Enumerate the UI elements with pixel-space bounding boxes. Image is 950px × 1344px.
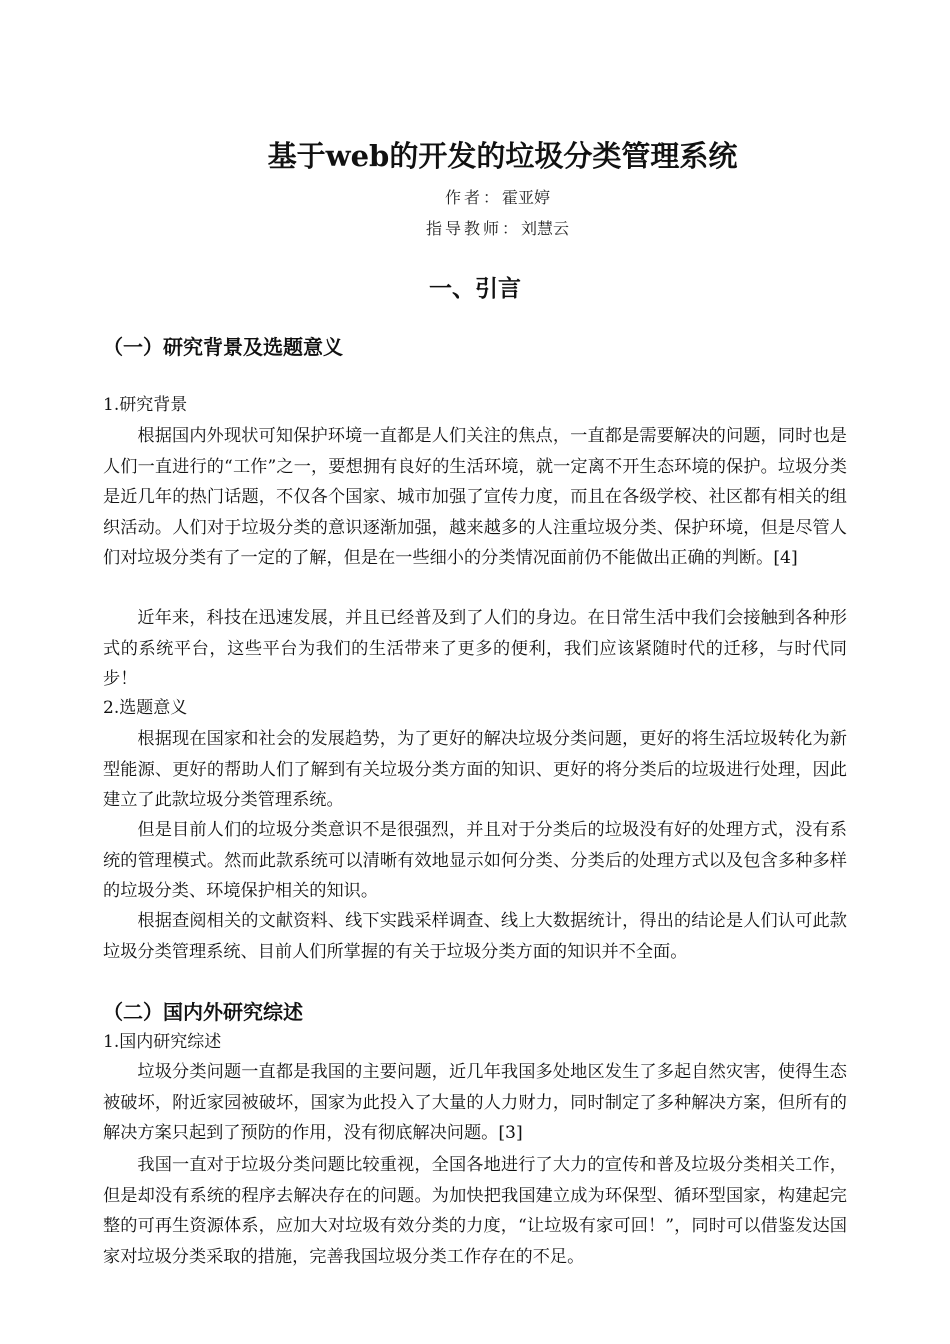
advisor-label: 指导教师： <box>425 219 521 238</box>
item-label-research-background: 1.研究背景 <box>103 395 188 415</box>
paragraph: 垃圾分类问题一直都是我国的主要问题，近几年我国多处地区发生了多起自然灾害，使得生态被破坏，附近家园被破坏，国家为此投入了大量的人力财力，同时制定了多种解决方案，但所有的解决方案只起到了预防的作用，没有彻底解决问题。[3] <box>103 1062 847 1143</box>
paragraph: 但是目前人们的垃圾分类意识不是很强烈，并且对于分类后的垃圾没有好的处理方式，没有系统的管理模式。然而此款系统可以清晰有效地显示如何分类、分类后的处理方式以及包含多种多样的垃圾分类、环境保护相关的知识。 <box>103 820 847 901</box>
advisor-line <box>0 218 950 240</box>
author-line <box>0 187 950 209</box>
paragraph: 根据查阅相关的文献资料、线下实践采样调查、线上大数据统计，得出的结论是人们认可此款垃圾分类管理系统、目前人们所掌握的有关于垃圾分类方面的知识并不全面。 <box>103 911 847 962</box>
paragraph: 根据现在国家和社会的发展趋势，为了更好的解决垃圾分类问题，更好的将生活垃圾转化为新型能源、更好的帮助人们了解到有关垃圾分类方面的知识、更好的将分类后的垃圾进行处理，因此建立了此款垃圾分类管理系统。 <box>103 729 847 810</box>
subsection-heading-background: （一）研究背景及选题意义 <box>103 335 343 359</box>
paragraph: 近年来，科技在迅速发展，并且已经普及到了人们的身边。在日常生活中我们会接触到各种形式的系统平台，这些平台为我们的生活带来了更多的便利，我们应该紧随时代的迁移，与时代同步！ <box>103 608 847 689</box>
section-heading-introduction: 一、引言 <box>429 276 521 302</box>
subsection-heading-literature-review: （二）国内外研究综述 <box>103 1000 303 1024</box>
item-label-domestic-review: 1.国内研究综述 <box>103 1032 222 1052</box>
item-label-topic-significance: 2.选题意义 <box>103 698 188 718</box>
paper-title: 基于web的开发的垃圾分类管理系统 <box>267 139 738 173</box>
paragraph: 我国一直对于垃圾分类问题比较重视，全国各地进行了大力的宣传和普及垃圾分类相关工作，但是却没有系统的程序去解决存在的问题。为加快把我国建立成为环保型、循环型国家，构建起完整的可再生资源体系，应加大对垃圾有效分类的力度，“让垃圾有家可回！”，同时可以借鉴发达国家对垃圾分类采取的措施，完善我国垃圾分类工作存在的不足。 <box>103 1155 847 1267</box>
paragraph: 根据国内外现状可知保护环境一直都是人们关注的焦点，一直都是需要解决的问题，同时也是人们一直进行的“工作”之一，要想拥有良好的生活环境，就一定离不开生态环境的保护。垃圾分类是近几年的热门话题，不仅各个国家、城市加强了宣传力度，而且在各级学校、社区都有相关的组织活动。人们对于垃圾分类的意识逐渐加强，越来越多的人注重垃圾分类、保护环境，但是尽管人们对垃圾分类有了一定的了解，但是在一些细小的分类情况面前仍不能做出正确的判断。[4] <box>103 426 847 568</box>
author-label: 作者： <box>444 188 502 207</box>
advisor-name: 刘慧云 <box>521 219 570 238</box>
author-name: 霍亚婷 <box>502 188 551 207</box>
